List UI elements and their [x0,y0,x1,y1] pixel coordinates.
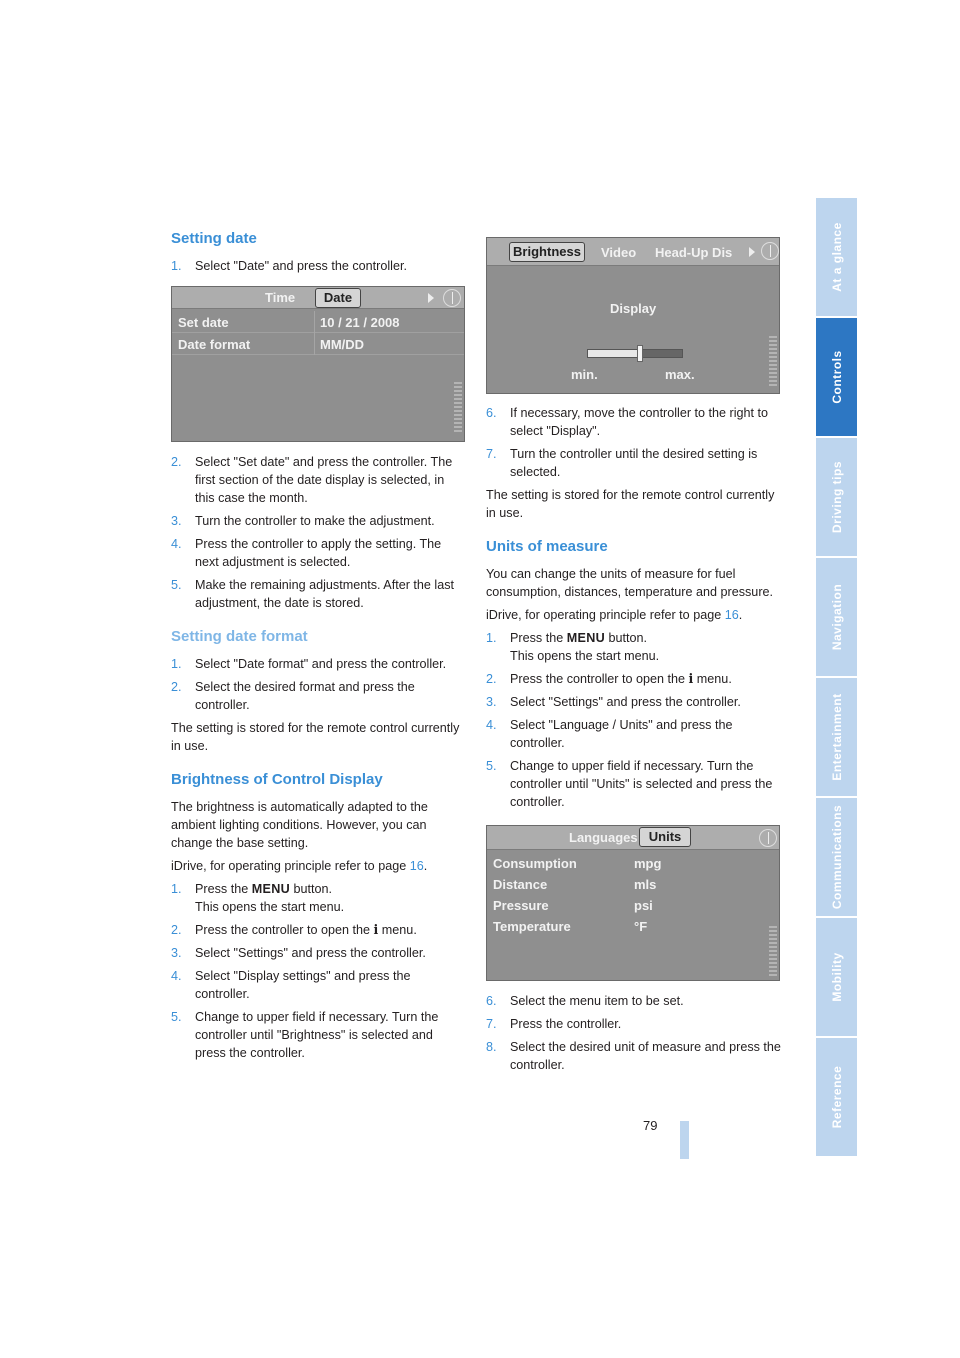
units-row-value: psi [634,898,653,913]
units-screen [486,825,780,981]
scroll-icon [761,242,779,260]
units-row-label: Temperature [493,919,571,934]
page-link[interactable]: 16 [409,859,424,873]
list-item: 6. If necessary, move the controller to the right to select "Display". [486,406,769,438]
list-item: 2. Select "Set date" and press the controller. The first section of the date display is selected, in this case the month. [171,455,453,505]
list-item: 1. Press the MENU button. This opens the start menu. [171,882,345,914]
heading-setting-date: Setting date [171,230,257,247]
list-item: 4. Select "Display settings" and press the controller. [171,969,411,1001]
units-steps-2 [486,992,782,1074]
list-item: 2. Press the controller to open the i menu. [486,671,732,686]
brightness-idrive-ref: iDrive, for operating principle refer to page 16. [171,859,428,873]
heading-brightness: Brightness of Control Display [171,771,383,788]
list-item: 1. Select "Date" and press the controller. [171,259,407,273]
tab-date: Date [315,288,361,308]
units-row-label: Distance [493,877,548,892]
units-row-label: Pressure [493,898,549,913]
list-item: 2. Press the controller to open the i menu. [171,922,417,937]
list-item: 4. Press the controller to apply the setting. The next adjustment is selected. [171,537,442,569]
units-idrive-ref: iDrive, for operating principle refer to page 16. [486,608,743,622]
list-item: 1. Select "Date format" and press the controller. [171,657,447,671]
units-steps [486,629,782,811]
list-item: 2. Select the desired format and press the controller. [171,680,415,712]
units-row-value: °F [634,919,648,934]
setting-date-steps-2 [171,453,467,612]
heading-units: Units of measure [486,538,608,555]
page-link[interactable]: 16 [724,608,739,622]
date-format-steps [171,655,467,714]
tab-units: Units [639,827,691,847]
tab-mobility[interactable]: Mobility [816,918,857,1036]
tab-driving-tips[interactable]: Driving tips [816,438,857,556]
display-label: Display [610,301,657,316]
date-format-value: MM/DD [320,337,365,352]
list-item: 1. Press the MENU button. This opens the start menu. [486,631,660,663]
tab-time: Time [265,290,296,305]
date-screen [171,286,465,442]
slider-knob[interactable] [637,345,643,362]
list-item: 5. Change to upper field if necessary. Turn the controller until "Brightness" is selected and press the controller. [171,1010,439,1060]
min-label: min. [571,367,598,382]
set-date-value: 10 / 21 / 2008 [320,315,400,330]
brightness-steps-2 [486,404,782,481]
chapter-tabs [816,198,857,1160]
brightness-note: The setting is stored for the remote control currently in use. [486,488,775,520]
tab-video: Video [601,245,637,260]
date-format-label: Date format [178,337,251,352]
list-item: 4. Select "Language / Units" and press the controller. [486,718,733,750]
list-item: 5. Change to upper field if necessary. Turn the controller until "Units" is selected and press the controller. [486,759,773,809]
arrow-right-icon [749,247,755,257]
list-item: 8. Select the desired unit of measure and press the controller. [486,1040,781,1072]
set-date-label: Set date [178,315,229,330]
page-number: 79 [643,1118,658,1133]
scroll-icon [759,829,777,847]
max-label: max. [665,367,695,382]
list-item: 7. Press the controller. [486,1017,622,1031]
tab-reference[interactable]: Reference [816,1038,857,1156]
menu-key-icon: MENU [566,631,605,645]
list-item: 6. Select the menu item to be set. [486,994,684,1008]
brightness-screen [486,237,780,394]
tab-communications[interactable]: Communications [816,798,857,916]
brightness-slider[interactable] [587,349,683,358]
page-marker [680,1121,689,1159]
arrow-right-icon [428,293,434,303]
menu-key-icon: MENU [251,882,290,896]
tab-navigation[interactable]: Navigation [816,558,857,676]
tab-at-a-glance[interactable]: At a glance [816,198,857,316]
tab-brightness: Brightness [509,242,585,262]
info-i-icon: i [688,671,694,686]
list-item: 3. Select "Settings" and press the controller. [171,946,426,960]
list-item: 5. Make the remaining adjustments. After the last adjustment, the date is stored. [171,578,455,610]
units-intro: You can change the units of measure for fuel consumption, distances, temperature and pressure. [486,567,774,599]
right-column [486,237,782,1079]
brightness-intro: The brightness is automatically adapted to the ambient lighting conditions. However, you can change the base setting. [171,800,428,850]
list-item: 7. Turn the controller until the desired setting is selected. [486,447,758,479]
units-row-value: mpg [634,856,662,871]
tab-controls[interactable]: Controls [816,318,857,436]
scroll-icon [443,289,461,307]
tab-languages: Languages [569,830,638,845]
list-item: 3. Select "Settings" and press the controller. [486,695,741,709]
units-row-label: Consumption [493,856,577,871]
units-row-value: mls [634,877,657,892]
list-item: 3. Turn the controller to make the adjustment. [171,514,435,528]
setting-date-steps [171,257,467,275]
date-format-note: The setting is stored for the remote control currently in use. [171,721,460,753]
tab-head-up: Head-Up Dis [655,245,733,260]
info-i-icon: i [373,922,379,937]
left-column [171,230,467,1067]
brightness-steps [171,880,467,1062]
tab-entertainment[interactable]: Entertainment [816,678,857,796]
heading-setting-date-format: Setting date format [171,628,308,645]
